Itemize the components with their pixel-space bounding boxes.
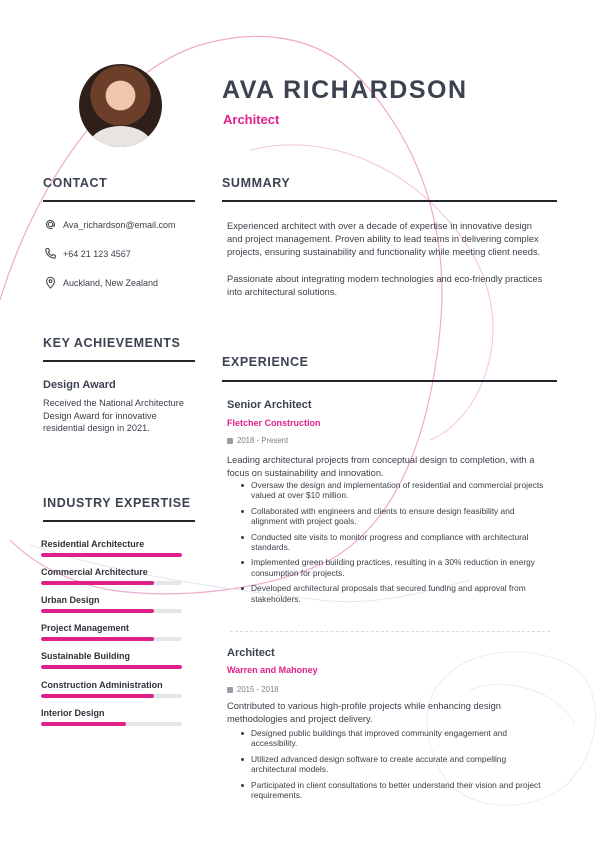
skill-item xyxy=(41,651,182,669)
skill-bar-fill xyxy=(41,665,182,669)
job-2-bullets xyxy=(240,728,548,805)
summary-paragraph: Passionate about integrating modern technologies and eco-friendly practices into architectural solutions. xyxy=(227,273,543,297)
summary-text xyxy=(227,220,547,299)
expertise-heading: INDUSTRY EXPERTISE xyxy=(43,496,191,510)
phone-icon xyxy=(44,247,57,260)
contact-email xyxy=(44,218,176,231)
achievements-heading: KEY ACHIEVEMENTS xyxy=(43,336,181,350)
contact-phone-text: +64 21 123 4567 xyxy=(63,248,131,259)
list-item: Oversaw the design and implementation of residential and commercial projects valued at over $10 million. xyxy=(240,480,548,501)
skill-label: Commercial Architecture xyxy=(41,567,148,577)
list-item: Developed architectural proposals that secured funding and approval from stakeholders. xyxy=(240,583,548,604)
skill-item xyxy=(41,623,182,641)
skill-item xyxy=(41,539,182,557)
job-1-title: Senior Architect xyxy=(227,399,312,411)
job-title-header: Architect xyxy=(223,112,280,127)
achievement-title: Design Award xyxy=(43,379,116,391)
skill-label: Sustainable Building xyxy=(41,651,131,661)
job-2-title: Architect xyxy=(227,647,275,659)
summary-rule xyxy=(222,200,557,202)
skill-bar-fill xyxy=(41,722,126,726)
contact-email-text: Ava_richardson@email.com xyxy=(63,219,176,230)
skill-label: Project Management xyxy=(41,623,130,633)
skill-item xyxy=(41,708,182,726)
list-item: Conducted site visits to monitor progress and compliance with architectural standards. xyxy=(240,532,548,553)
calendar-icon xyxy=(227,438,233,444)
contact-phone xyxy=(44,247,131,260)
list-item: Utilized advanced design software to create accurate and compelling architectural models. xyxy=(240,754,548,775)
skill-item xyxy=(41,567,182,585)
profile-photo xyxy=(79,64,162,147)
candidate-name: AVA RICHARDSON xyxy=(222,76,468,104)
skill-bar-track xyxy=(41,553,182,557)
experience-rule xyxy=(222,380,557,382)
experience-heading: EXPERIENCE xyxy=(222,355,309,369)
skill-bar-fill xyxy=(41,694,154,698)
location-pin-icon xyxy=(44,276,57,289)
job-1-dates xyxy=(227,436,288,445)
job-2-dates-text: 2015 - 2018 xyxy=(237,685,279,694)
list-item: Participated in client consultations to better understand their vision and project requirements. xyxy=(240,780,548,801)
at-icon xyxy=(44,218,57,231)
job-2-dates xyxy=(227,685,279,694)
skill-bar-track xyxy=(41,581,182,585)
contact-heading: CONTACT xyxy=(43,176,108,190)
skill-label: Urban Design xyxy=(41,595,100,605)
skill-bar-track xyxy=(41,609,182,613)
contact-location-text: Auckland, New Zealand xyxy=(63,277,159,288)
job-divider xyxy=(230,631,550,632)
skill-bar-fill xyxy=(41,609,154,613)
skill-bar-fill xyxy=(41,553,182,557)
list-item: Designed public buildings that improved community engagement and accessibility. xyxy=(240,728,548,749)
skill-label: Interior Design xyxy=(41,708,105,718)
skill-bar-fill xyxy=(41,581,154,585)
skill-label: Construction Administration xyxy=(41,680,163,690)
achievement-description: Received the National Architecture Design Award for innovative residential design in 2021. xyxy=(43,398,184,434)
skill-bar-fill xyxy=(41,637,154,641)
skill-bar-track xyxy=(41,665,182,669)
contact-location xyxy=(44,276,158,289)
achievements-rule xyxy=(43,360,195,362)
list-item: Implemented green building practices, resulting in a 30% reduction in energy consumption for projects. xyxy=(240,557,548,578)
job-1-company: Fletcher Construction xyxy=(227,418,321,428)
skill-bar-track xyxy=(41,637,182,641)
skill-item xyxy=(41,680,182,698)
skill-bar-track xyxy=(41,722,182,726)
skill-label: Residential Architecture xyxy=(41,539,145,549)
job-1-bullets xyxy=(240,480,548,609)
job-2-intro: Contributed to various high-profile projects while enhancing design methodologies and project delivery. xyxy=(227,701,501,724)
job-2-company: Warren and Mahoney xyxy=(227,665,318,675)
list-item: Collaborated with engineers and clients to ensure design feasibility and alignment with project goals. xyxy=(240,506,548,527)
contact-rule xyxy=(43,200,195,202)
calendar-icon xyxy=(227,687,233,693)
expertise-rule xyxy=(43,520,195,522)
skill-item xyxy=(41,595,182,613)
job-1-dates-text: 2018 - Present xyxy=(237,436,289,445)
job-1-intro: Leading architectural projects from conceptual design to completion, with a focus on sustainability and innovation. xyxy=(227,455,535,478)
summary-paragraph: Experienced architect with over a decade of expertise in innovative design and project management. Proven ability to lead teams in delivering complex projects, ensuring sustainability and functionality while meeting client needs. xyxy=(227,221,541,258)
skill-bar-track xyxy=(41,694,182,698)
summary-heading: SUMMARY xyxy=(222,176,291,190)
